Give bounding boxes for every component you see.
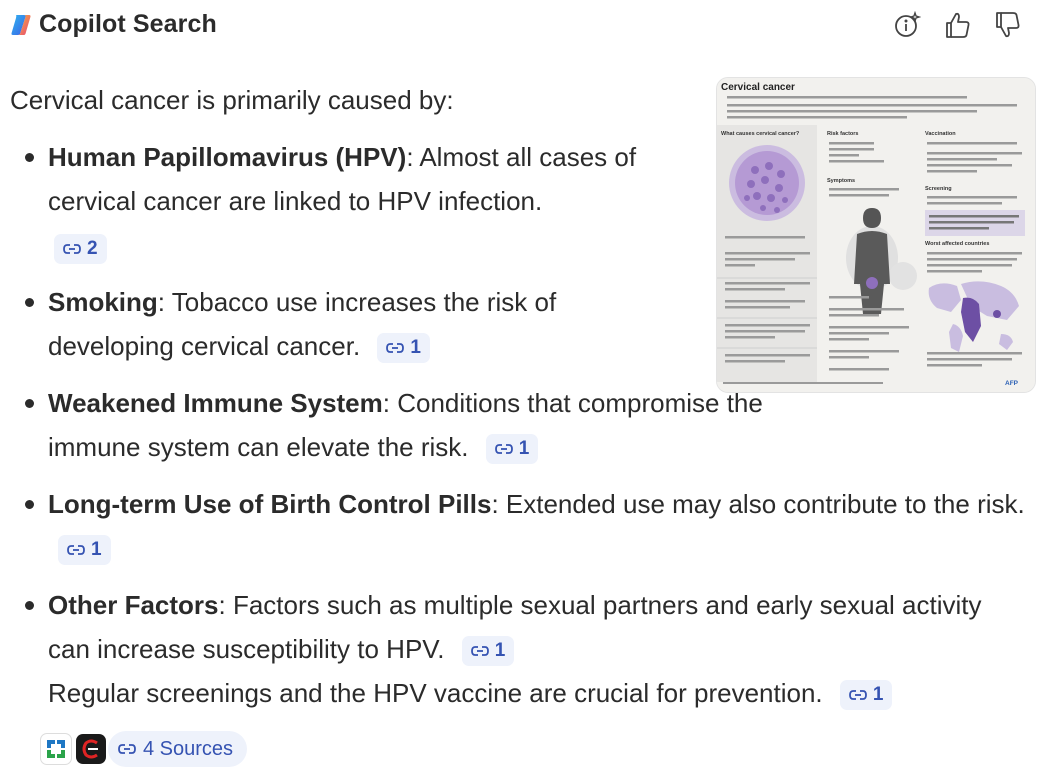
answer-content <box>10 78 1025 715</box>
bullet-icon <box>25 500 34 509</box>
app-title: Copilot Search <box>39 10 217 38</box>
header <box>0 0 1040 52</box>
infographic-worst-title: Worst affected countries <box>925 241 990 247</box>
sources-button[interactable] <box>108 731 247 767</box>
infographic-col3-title: Vaccination <box>925 131 956 137</box>
infographic-credit: AFP <box>1005 380 1018 387</box>
citation-button[interactable] <box>377 333 430 363</box>
cause-text: : Almost all cases of cervical cancer are linked to HPV infection. <box>48 142 637 216</box>
cause-text: : Factors such as multiple sexual partners and early sexual activity can increase susceptibility to HPV. <box>48 590 982 664</box>
citation-button[interactable] <box>840 680 893 710</box>
cause-term: Other Factors <box>48 590 219 620</box>
citation-count: 2 <box>87 238 98 260</box>
thumbs-up-icon <box>943 10 971 40</box>
cause-term: Human Papillomavirus (HPV) <box>48 142 407 172</box>
sparkle-info-button[interactable] <box>892 8 922 42</box>
brand <box>8 10 217 39</box>
cancer-org-icon[interactable] <box>76 734 106 764</box>
citation-count: 1 <box>872 684 884 706</box>
thumbs-down-icon <box>993 10 1021 40</box>
infographic-col1-title: What causes cervical cancer? <box>721 131 800 137</box>
bullet-icon <box>25 601 34 610</box>
feedback-toolbar <box>872 8 1022 42</box>
copilot-logo-icon <box>8 12 34 38</box>
citation-button[interactable] <box>58 535 111 565</box>
cause-term: Smoking <box>48 287 158 317</box>
list-item <box>10 583 1008 715</box>
cause-text: : Extended use may also contribute to the risk. <box>491 489 1025 519</box>
list-item <box>10 381 808 469</box>
link-icon <box>471 645 489 657</box>
sources-bar <box>40 731 247 767</box>
causes-list <box>10 135 1025 715</box>
link-icon <box>849 689 867 701</box>
citation-count: 1 <box>494 640 506 662</box>
citation-button[interactable] <box>486 434 539 464</box>
list-item <box>10 280 628 368</box>
infographic-screening-title: Screening <box>925 186 952 192</box>
thumbs-down-button[interactable] <box>992 8 1022 42</box>
thumbs-up-button[interactable] <box>942 8 972 42</box>
cleveland-clinic-icon[interactable] <box>40 733 72 765</box>
infographic-title: Cervical cancer <box>721 82 795 93</box>
list-item <box>10 482 1040 570</box>
citation-button[interactable] <box>462 636 515 666</box>
citation-button[interactable] <box>54 234 107 264</box>
list-item <box>10 135 668 267</box>
link-icon <box>63 243 81 255</box>
cause-text: : Tobacco use increases the risk of developing cervical cancer. <box>48 287 557 361</box>
sparkle-info-icon <box>893 11 921 39</box>
answer-intro: Cervical cancer is primarily caused by: <box>10 85 454 115</box>
citation-count: 1 <box>410 337 421 359</box>
link-icon <box>67 544 85 556</box>
infographic-symptoms-title: Symptoms <box>827 178 856 184</box>
link-icon <box>118 743 136 755</box>
cause-term: Long-term Use of Birth Control Pills <box>48 489 492 519</box>
closing-text: Regular screenings and the HPV vaccine are crucial for prevention. <box>48 678 823 708</box>
cause-text: : Conditions that compromise the immune system can elevate the risk. <box>48 388 763 462</box>
link-icon <box>495 443 513 455</box>
sources-label: 4 Sources <box>143 737 234 760</box>
bullet-icon <box>25 153 34 162</box>
bullet-icon <box>25 399 34 408</box>
bullet-icon <box>25 298 34 307</box>
citation-count: 1 <box>91 539 102 561</box>
infographic-col2-title: Risk factors <box>827 131 859 137</box>
cause-term: Weakened Immune System <box>48 388 383 418</box>
link-icon <box>386 342 404 354</box>
citation-count: 1 <box>518 438 530 460</box>
